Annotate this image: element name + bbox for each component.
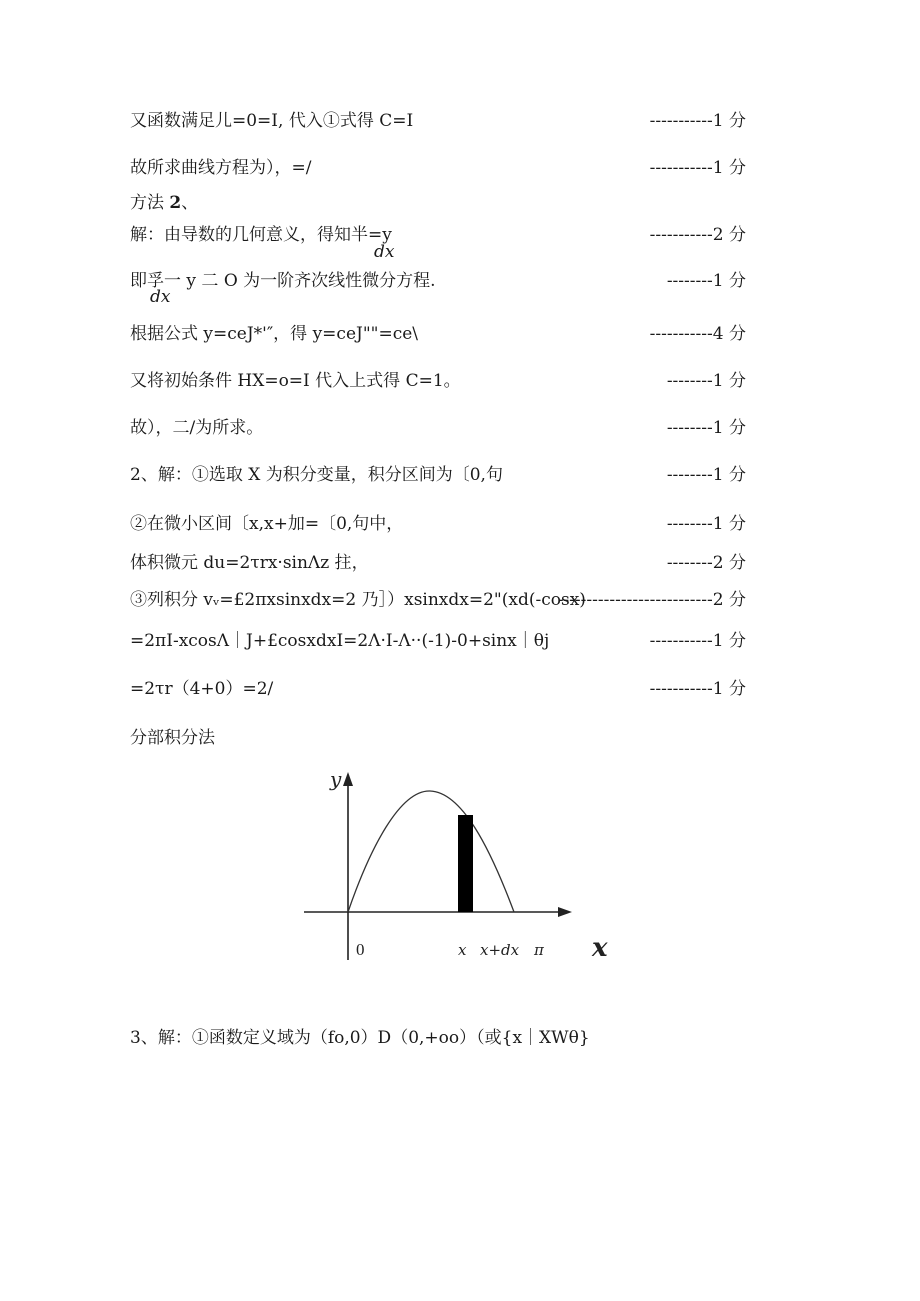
x-axis-arrow: [558, 907, 572, 917]
sine-curve: [348, 791, 514, 912]
line-13-score: -----------1 分: [649, 631, 746, 651]
line-14-score: -----------1 分: [649, 679, 746, 699]
line-2-text: 故所求曲线方程为），=/: [130, 158, 312, 178]
line-16-text: 3、解：①函数定义域为（fo,0）D（0,+oo）（或{x｜XWθ}: [130, 1028, 590, 1048]
line-10-score: --------1 分: [666, 514, 746, 534]
line-13-text: =2πI-xcosΛ｜J+£cosxdxI=2Λ·I-Λ··(-1)-0+sinx｜θj: [130, 631, 550, 651]
line-8-text: 故），二/为所求。: [130, 418, 264, 438]
line-6-text: 根据公式 y=ceJ*'″，得 y=ceJ""=ce\: [130, 324, 419, 344]
method-2-text-c: 、: [181, 193, 199, 213]
x-axis-label: x: [592, 933, 608, 963]
y-axis-arrow: [343, 772, 353, 786]
line-6-score: -----------4 分: [649, 324, 746, 344]
method-2-text-a: 方法: [130, 193, 170, 213]
line-12-text: ③列积分 vᵥ=£2πxsinxdx=2 乃］）xsinxdx=2"(xd(-cosx): [130, 590, 586, 610]
line-1-score: -----------1 分: [649, 111, 746, 131]
line-8-score: --------1 分: [666, 418, 746, 438]
line-4-text: 解：由导数的几何意义，得知半=y: [130, 225, 392, 245]
method-2-number: 2: [169, 193, 182, 213]
line-9-text: 2、解：①选取 X 为积分变量，积分区间为〔0,句: [130, 465, 503, 485]
x-tick: x: [458, 941, 467, 959]
line-11-text: 体积微元 du=2τrx·sinΛz 拄，: [130, 553, 369, 573]
line-9-score: --------1 分: [666, 465, 746, 485]
integration-figure: [300, 760, 620, 970]
line-14-text: =2τr（4+0）=2/: [130, 679, 274, 699]
pi-tick: π: [534, 941, 544, 959]
line-5-score: --------1 分: [666, 271, 746, 291]
line-11-score: --------2 分: [666, 553, 746, 573]
line-2-score: -----------1 分: [649, 158, 746, 178]
line-4-dx: dx: [374, 242, 395, 262]
line-12-score: ---------------------------2 分: [557, 590, 746, 610]
x-plus-dx-tick: x+dx: [480, 941, 520, 959]
volume-strip: [458, 815, 473, 912]
y-axis-label: y: [330, 767, 342, 791]
line-7-text: 又将初始条件 HX=o=I 代入上式得 C=1。: [130, 371, 461, 391]
origin-tick: 0: [356, 940, 365, 959]
line-7-score: --------1 分: [666, 371, 746, 391]
line-5-dx: dx: [150, 287, 171, 307]
line-5-text: 即孚一 y 二 O 为一阶齐次线性微分方程.: [130, 271, 436, 291]
line-4-score: -----------2 分: [649, 225, 746, 245]
line-10-text: ②在微小区间〔x,x+加=〔0,句中，: [130, 514, 404, 534]
line-1-text: 又函数满足儿=0=I, 代入①式得 C=I: [130, 111, 414, 131]
line-15-text: 分部积分法: [130, 728, 215, 748]
